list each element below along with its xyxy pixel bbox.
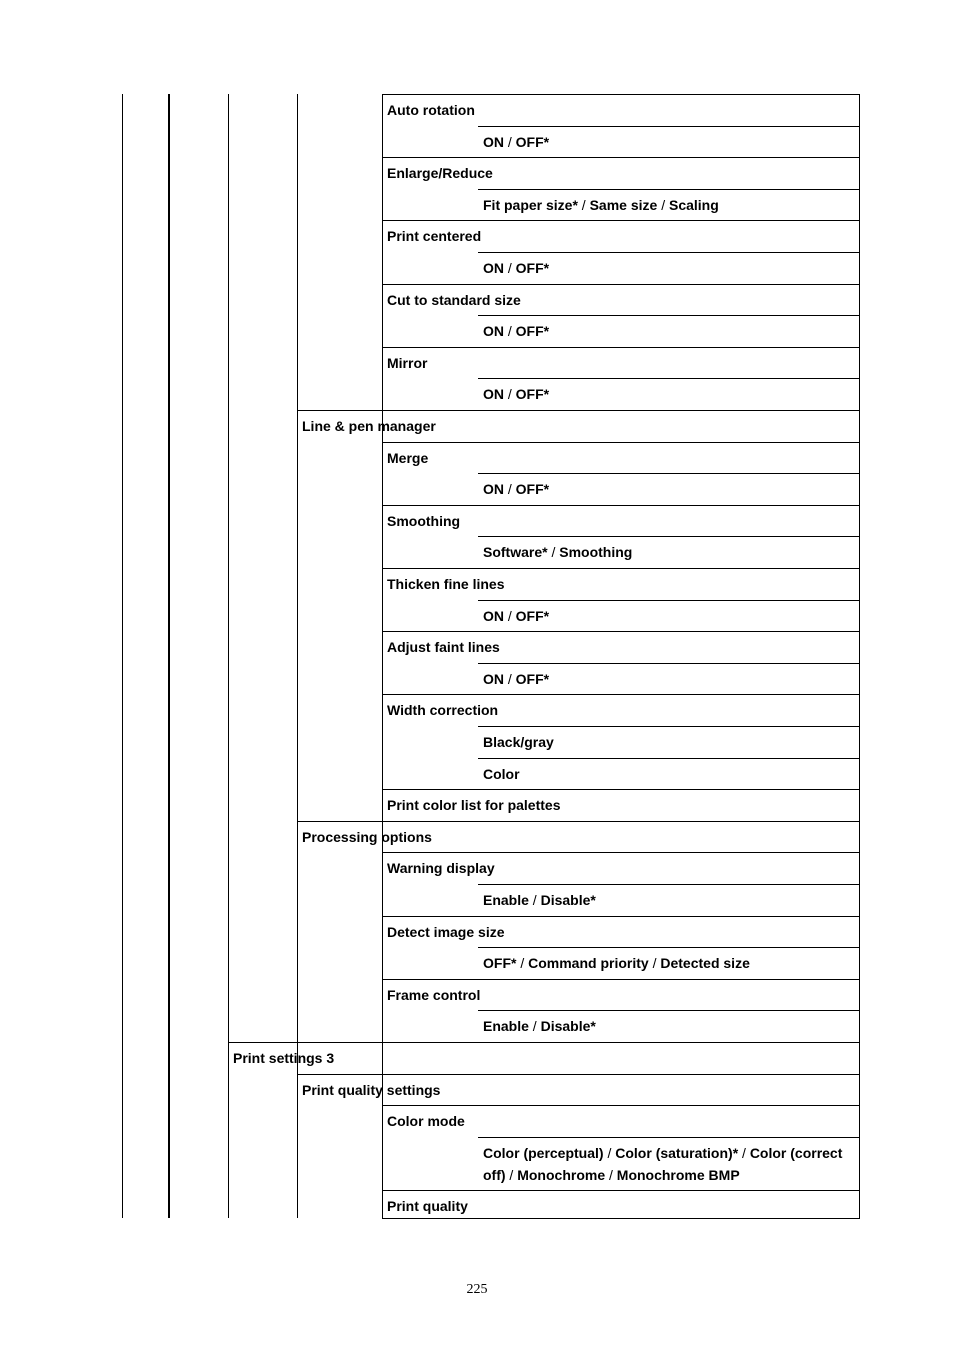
setting-label-level-3: Auto rotation [382,94,860,126]
option-value: Scaling [668,197,719,213]
option-value: ON [483,260,504,276]
option-values-cell [478,189,860,221]
option-value: Disable* [540,1018,596,1034]
option-values-cell [478,252,860,284]
option-value: Monochrome BMP [616,1167,740,1183]
option-value: ON [483,386,504,402]
setting-label-level-3: Merge [382,442,860,474]
option-separator: / [505,1167,518,1183]
setting-label-level-2: Line & pen manager [297,410,860,442]
option-values-cell [478,126,860,158]
option-separator: / [657,197,669,213]
option-value: Monochrome [517,1167,606,1183]
tree-line-level-1 [228,94,229,1218]
setting-label-level-3: Warning display [382,852,860,884]
option-value: Enable [483,892,529,908]
option-value: Color (saturation)* [615,1145,739,1161]
option-separator: / [516,955,529,971]
setting-label-level-4: Black/gray [478,726,860,758]
option-value: OFF* [483,955,517,971]
tree-line-level-3 [382,94,383,1218]
option-values-cell [478,1010,860,1042]
option-values-cell [478,378,860,410]
option-separator: / [528,892,541,908]
option-value: OFF* [515,608,550,624]
table-bottom-border [382,1218,860,1219]
setting-label-level-3: Thicken fine lines [382,568,860,600]
option-value: Fit paper size* [483,197,578,213]
setting-label-level-3: Detect image size [382,916,860,948]
setting-label-level-1: Print settings 3 [228,1042,860,1074]
option-value: Color (perceptual) [483,1145,604,1161]
tree-line-level-0b [168,94,170,1218]
option-value: Command priority [528,955,649,971]
option-separator: / [738,1145,750,1161]
option-value: ON [483,323,504,339]
setting-label-level-3: Print color list for palettes [382,789,860,821]
option-separator: / [504,134,516,150]
option-value: ON [483,481,504,497]
option-separator: / [504,323,516,339]
option-separator: / [504,671,516,687]
option-values-cell [478,1137,860,1190]
option-value: OFF* [515,481,550,497]
option-separator: / [504,608,516,624]
option-value: Software* [483,544,548,560]
option-value: Detected size [660,955,750,971]
setting-label-level-3: Print centered [382,220,860,252]
option-value: OFF* [515,134,550,150]
option-values-cell [478,947,860,979]
setting-label-level-3: Mirror [382,347,860,379]
option-value: Smoothing [559,544,633,560]
option-separator: / [504,481,516,497]
option-values-cell [478,536,860,568]
option-values-cell [478,473,860,505]
option-value: ON [483,671,504,687]
setting-label-level-2: Print quality settings [297,1074,860,1106]
setting-label-level-3: Cut to standard size [382,284,860,316]
setting-label-level-3: Adjust faint lines [382,631,860,663]
setting-label-level-3: Print quality [382,1190,860,1218]
page-number: 225 [466,1282,488,1297]
option-value: Disable* [540,892,596,908]
setting-label-level-4: Color [478,758,860,790]
setting-label-level-3: Enlarge/Reduce [382,157,860,189]
option-values-cell [478,600,860,632]
option-value: Color (correct off) [483,1145,843,1183]
option-values-cell [478,315,860,347]
option-value: OFF* [515,386,550,402]
setting-label-level-3: Color mode [382,1105,860,1137]
option-separator: / [528,1018,541,1034]
option-value: Same size [589,197,658,213]
tree-line-level-2 [297,94,298,1218]
option-values-cell [478,663,860,695]
setting-label-level-3: Frame control [382,979,860,1011]
option-separator: / [577,197,590,213]
option-value: ON [483,608,504,624]
setting-label-level-3: Width correction [382,694,860,726]
option-separator: / [605,1167,617,1183]
option-separator: / [547,544,560,560]
option-value: ON [483,134,504,150]
option-value: OFF* [515,260,550,276]
option-separator: / [648,955,661,971]
setting-label-level-2: Processing options [297,821,860,853]
option-value: Enable [483,1018,529,1034]
option-separator: / [504,260,516,276]
option-separator: / [603,1145,616,1161]
option-value: OFF* [515,671,550,687]
tree-line-level-0a [122,94,123,1218]
option-values-cell [478,884,860,916]
setting-label-level-3: Smoothing [382,505,860,537]
option-separator: / [504,386,516,402]
option-value: OFF* [515,323,550,339]
